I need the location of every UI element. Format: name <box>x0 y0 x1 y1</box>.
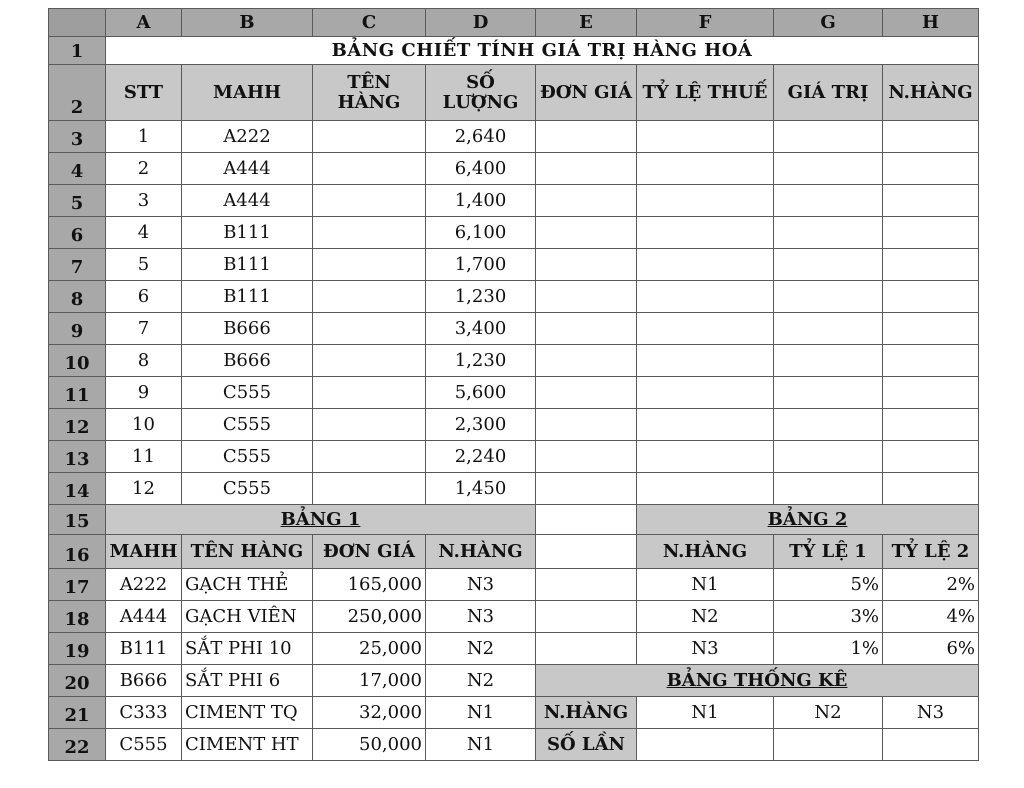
so-luong-cell[interactable]: 6,100 <box>426 217 536 249</box>
sheet-row-20 <box>49 665 979 697</box>
thong-ke-n-hang-value[interactable]: N3 <box>883 697 979 729</box>
gia-tri-cell[interactable] <box>774 249 883 281</box>
don-gia-cell[interactable] <box>536 313 637 345</box>
row-header-12[interactable]: 12 <box>49 409 106 441</box>
don-gia-cell[interactable] <box>536 185 637 217</box>
ten-hang-cell[interactable] <box>313 345 426 377</box>
so-luong-cell[interactable]: 2,640 <box>426 121 536 153</box>
ty-le-thue-cell[interactable] <box>637 249 774 281</box>
gia-tri-cell[interactable] <box>774 153 883 185</box>
n-hang-cell[interactable] <box>883 473 979 505</box>
don-gia-cell[interactable] <box>536 377 637 409</box>
gia-tri-cell[interactable] <box>774 121 883 153</box>
stt-cell[interactable]: 3 <box>106 185 182 217</box>
bang2-ty-le-1-cell[interactable]: 5% <box>774 569 883 601</box>
gia-tri-cell[interactable] <box>774 281 883 313</box>
row-header-15[interactable]: 15 <box>49 505 106 535</box>
ten-hang-cell[interactable] <box>313 441 426 473</box>
n-hang-cell[interactable] <box>883 249 979 281</box>
sheet-row-1 <box>49 37 979 65</box>
header-cell-stt[interactable]: STT <box>106 65 182 121</box>
ty-le-thue-cell[interactable] <box>637 313 774 345</box>
thong-ke-so-lan-cell[interactable] <box>774 729 883 761</box>
bang2-ty-le-2-cell[interactable]: 4% <box>883 601 979 633</box>
bang1-don-gia-cell[interactable]: 25,000 <box>313 633 426 665</box>
ty-le-thue-cell[interactable] <box>637 185 774 217</box>
mahh-cell[interactable]: B111 <box>182 217 313 249</box>
header-cell-mahh[interactable]: MAHH <box>182 65 313 121</box>
n-hang-cell[interactable] <box>883 409 979 441</box>
don-gia-cell[interactable] <box>536 473 637 505</box>
sheet-row-19 <box>49 633 979 665</box>
bang1-title[interactable]: BẢNG 1 <box>106 505 536 535</box>
ten-hang-cell[interactable] <box>313 185 426 217</box>
column-header-d[interactable]: D <box>426 9 536 37</box>
spreadsheet-grid <box>48 8 979 761</box>
sheet-row-15 <box>49 505 979 535</box>
don-gia-cell[interactable] <box>536 217 637 249</box>
row-header-13[interactable]: 13 <box>49 441 106 473</box>
mahh-cell[interactable]: A444 <box>182 153 313 185</box>
sheet-row-14 <box>49 473 979 505</box>
thong-ke-so-lan-cell[interactable] <box>637 729 774 761</box>
ten-hang-cell[interactable] <box>313 217 426 249</box>
bang1-mahh-cell[interactable]: A222 <box>106 569 182 601</box>
sheet-row-3 <box>49 121 979 153</box>
stt-cell[interactable]: 6 <box>106 281 182 313</box>
stt-cell[interactable]: 5 <box>106 249 182 281</box>
stt-cell[interactable]: 7 <box>106 313 182 345</box>
header-cell-ty-le-thue[interactable]: TỶ LỆ THUẾ <box>637 65 774 121</box>
mahh-cell[interactable]: C555 <box>182 409 313 441</box>
sheet-row-6 <box>49 217 979 249</box>
header-cell-don-gia[interactable]: ĐƠN GIÁ <box>536 65 637 121</box>
mahh-cell[interactable]: B666 <box>182 345 313 377</box>
sheet-row-8 <box>49 281 979 313</box>
n-hang-cell[interactable] <box>883 217 979 249</box>
sheet-row-4 <box>49 153 979 185</box>
sheet-row-13 <box>49 441 979 473</box>
bang1-n-hang-cell[interactable]: N2 <box>426 633 536 665</box>
ty-le-thue-cell[interactable] <box>637 281 774 313</box>
bang1-ten-hang-cell[interactable]: SẮT PHI 6 <box>182 665 313 697</box>
thong-ke-so-lan-label[interactable]: SỐ LẦN <box>536 729 637 761</box>
ty-le-thue-cell[interactable] <box>637 153 774 185</box>
n-hang-cell[interactable] <box>883 281 979 313</box>
don-gia-cell[interactable] <box>536 153 637 185</box>
gia-tri-cell[interactable] <box>774 345 883 377</box>
column-header-c[interactable]: C <box>313 9 426 37</box>
ten-hang-cell[interactable] <box>313 121 426 153</box>
bang2-ty-le-1-cell[interactable]: 3% <box>774 601 883 633</box>
mahh-cell[interactable]: B111 <box>182 281 313 313</box>
bang2-header-ty-le-1[interactable]: TỶ LỆ 1 <box>774 535 883 569</box>
thong-ke-n-hang-value[interactable]: N2 <box>774 697 883 729</box>
ten-hang-cell[interactable] <box>313 473 426 505</box>
bang1-mahh-cell[interactable]: B111 <box>106 633 182 665</box>
bang1-don-gia-cell[interactable]: 250,000 <box>313 601 426 633</box>
sheet-row-7 <box>49 249 979 281</box>
stt-cell[interactable]: 12 <box>106 473 182 505</box>
ty-le-thue-cell[interactable] <box>637 121 774 153</box>
bang1-n-hang-cell[interactable]: N1 <box>426 697 536 729</box>
so-luong-cell[interactable]: 1,700 <box>426 249 536 281</box>
bang1-n-hang-cell[interactable]: N1 <box>426 729 536 761</box>
bang1-ten-hang-cell[interactable]: GẠCH THẺ <box>182 569 313 601</box>
bang1-ten-hang-cell[interactable]: SẮT PHI 10 <box>182 633 313 665</box>
sheet-row-10 <box>49 345 979 377</box>
don-gia-cell[interactable] <box>536 409 637 441</box>
header-cell-n-hang[interactable]: N.HÀNG <box>883 65 979 121</box>
ten-hang-cell[interactable] <box>313 313 426 345</box>
n-hang-cell[interactable] <box>883 121 979 153</box>
so-luong-cell[interactable]: 1,450 <box>426 473 536 505</box>
column-header-a[interactable]: A <box>106 9 182 37</box>
stt-cell[interactable]: 1 <box>106 121 182 153</box>
select-all-corner[interactable] <box>49 9 106 37</box>
row-header-22[interactable]: 22 <box>49 729 106 761</box>
row-header-8[interactable]: 8 <box>49 281 106 313</box>
sheet-row-5 <box>49 185 979 217</box>
bang2-title[interactable]: BẢNG 2 <box>637 505 979 535</box>
gia-tri-cell[interactable] <box>774 217 883 249</box>
n-hang-cell[interactable] <box>883 313 979 345</box>
empty-cell[interactable] <box>536 601 637 633</box>
row-header-20[interactable]: 20 <box>49 665 106 697</box>
sheet-row-16 <box>49 535 979 569</box>
column-header-f[interactable]: F <box>637 9 774 37</box>
bang1-mahh-cell[interactable]: A444 <box>106 601 182 633</box>
ten-hang-cell[interactable] <box>313 377 426 409</box>
bang1-n-hang-cell[interactable]: N3 <box>426 569 536 601</box>
gia-tri-cell[interactable] <box>774 409 883 441</box>
column-header-e[interactable]: E <box>536 9 637 37</box>
don-gia-cell[interactable] <box>536 281 637 313</box>
thong-ke-n-hang-value[interactable]: N1 <box>637 697 774 729</box>
stt-cell[interactable]: 10 <box>106 409 182 441</box>
mahh-cell[interactable]: C555 <box>182 377 313 409</box>
column-header-h[interactable]: H <box>883 9 979 37</box>
bang1-header-mahh[interactable]: MAHH <box>106 535 182 569</box>
n-hang-cell[interactable] <box>883 185 979 217</box>
ten-hang-cell[interactable] <box>313 281 426 313</box>
thong-ke-title[interactable]: BẢNG THỐNG KÊ <box>536 665 979 697</box>
so-luong-cell[interactable]: 1,230 <box>426 345 536 377</box>
n-hang-cell[interactable] <box>883 345 979 377</box>
bang2-ty-le-1-cell[interactable]: 1% <box>774 633 883 665</box>
header-cell-ten-hang[interactable]: TÊN HÀNG <box>313 65 426 121</box>
don-gia-cell[interactable] <box>536 249 637 281</box>
ten-hang-cell[interactable] <box>313 153 426 185</box>
sheet-row-18 <box>49 601 979 633</box>
row-header-9[interactable]: 9 <box>49 313 106 345</box>
empty-cell[interactable] <box>536 505 637 535</box>
bang1-don-gia-cell[interactable]: 165,000 <box>313 569 426 601</box>
thong-ke-n-hang-label[interactable]: N.HÀNG <box>536 697 637 729</box>
ten-hang-cell[interactable] <box>313 409 426 441</box>
so-luong-cell[interactable]: 3,400 <box>426 313 536 345</box>
bang2-ty-le-2-cell[interactable]: 2% <box>883 569 979 601</box>
bang1-n-hang-cell[interactable]: N3 <box>426 601 536 633</box>
ty-le-thue-cell[interactable] <box>637 345 774 377</box>
empty-cell[interactable] <box>536 535 637 569</box>
gia-tri-cell[interactable] <box>774 313 883 345</box>
bang2-header-n-hang[interactable]: N.HÀNG <box>637 535 774 569</box>
bang1-mahh-cell[interactable]: C555 <box>106 729 182 761</box>
bang1-mahh-cell[interactable]: C333 <box>106 697 182 729</box>
bang1-header-n-hang[interactable]: N.HÀNG <box>426 535 536 569</box>
row-header-10[interactable]: 10 <box>49 345 106 377</box>
sheet-row-21 <box>49 697 979 729</box>
sheet-title-cell[interactable]: BẢNG CHIẾT TÍNH GIÁ TRỊ HÀNG HOÁ <box>106 37 979 65</box>
mahh-cell[interactable]: B666 <box>182 313 313 345</box>
row-header-18[interactable]: 18 <box>49 601 106 633</box>
sheet-row-9 <box>49 313 979 345</box>
so-luong-cell[interactable]: 5,600 <box>426 377 536 409</box>
bang1-ten-hang-cell[interactable]: GẠCH VIÊN <box>182 601 313 633</box>
row-header-19[interactable]: 19 <box>49 633 106 665</box>
row-header-1[interactable]: 1 <box>49 37 106 65</box>
empty-cell[interactable] <box>536 633 637 665</box>
bang1-n-hang-cell[interactable]: N2 <box>426 665 536 697</box>
ty-le-thue-cell[interactable] <box>637 441 774 473</box>
sheet-row-2 <box>49 65 979 121</box>
ten-hang-cell[interactable] <box>313 249 426 281</box>
bang1-don-gia-cell[interactable]: 50,000 <box>313 729 426 761</box>
don-gia-cell[interactable] <box>536 121 637 153</box>
sheet-row-11 <box>49 377 979 409</box>
mahh-cell[interactable]: C555 <box>182 473 313 505</box>
bang2-ty-le-2-cell[interactable]: 6% <box>883 633 979 665</box>
so-luong-cell[interactable]: 2,240 <box>426 441 536 473</box>
row-header-16[interactable]: 16 <box>49 535 106 569</box>
header-cell-gia-tri[interactable]: GIÁ TRỊ <box>774 65 883 121</box>
row-header-3[interactable]: 3 <box>49 121 106 153</box>
so-luong-cell[interactable]: 6,400 <box>426 153 536 185</box>
so-luong-cell[interactable]: 1,230 <box>426 281 536 313</box>
mahh-cell[interactable]: B111 <box>182 249 313 281</box>
row-header-14[interactable]: 14 <box>49 473 106 505</box>
column-header-g[interactable]: G <box>774 9 883 37</box>
stt-cell[interactable]: 9 <box>106 377 182 409</box>
don-gia-cell[interactable] <box>536 345 637 377</box>
empty-cell[interactable] <box>536 569 637 601</box>
stt-cell[interactable]: 11 <box>106 441 182 473</box>
row-header-11[interactable]: 11 <box>49 377 106 409</box>
bang2-n-hang-cell[interactable]: N3 <box>637 633 774 665</box>
row-header-21[interactable]: 21 <box>49 697 106 729</box>
row-header-4[interactable]: 4 <box>49 153 106 185</box>
stt-cell[interactable]: 8 <box>106 345 182 377</box>
n-hang-cell[interactable] <box>883 153 979 185</box>
row-header-5[interactable]: 5 <box>49 185 106 217</box>
column-header-b[interactable]: B <box>182 9 313 37</box>
thong-ke-so-lan-cell[interactable] <box>883 729 979 761</box>
so-luong-cell[interactable]: 1,400 <box>426 185 536 217</box>
ty-le-thue-cell[interactable] <box>637 217 774 249</box>
row-header-7[interactable]: 7 <box>49 249 106 281</box>
bang1-don-gia-cell[interactable]: 32,000 <box>313 697 426 729</box>
n-hang-cell[interactable] <box>883 377 979 409</box>
stt-cell[interactable]: 2 <box>106 153 182 185</box>
gia-tri-cell[interactable] <box>774 473 883 505</box>
row-header-6[interactable]: 6 <box>49 217 106 249</box>
bang1-don-gia-cell[interactable]: 17,000 <box>313 665 426 697</box>
bang1-mahh-cell[interactable]: B666 <box>106 665 182 697</box>
don-gia-cell[interactable] <box>536 441 637 473</box>
mahh-cell[interactable]: A222 <box>182 121 313 153</box>
ty-le-thue-cell[interactable] <box>637 409 774 441</box>
stt-cell[interactable]: 4 <box>106 217 182 249</box>
sheet-row-22 <box>49 729 979 761</box>
so-luong-cell[interactable]: 2,300 <box>426 409 536 441</box>
header-cell-so-luong[interactable]: SỐ LƯỢNG <box>426 65 536 121</box>
bang1-header-ten-hang[interactable]: TÊN HÀNG <box>182 535 313 569</box>
sheet-row-17 <box>49 569 979 601</box>
bang1-ten-hang-cell[interactable]: CIMENT TQ <box>182 697 313 729</box>
bang1-ten-hang-cell[interactable]: CIMENT HT <box>182 729 313 761</box>
ty-le-thue-cell[interactable] <box>637 473 774 505</box>
gia-tri-cell[interactable] <box>774 377 883 409</box>
gia-tri-cell[interactable] <box>774 185 883 217</box>
row-header-17[interactable]: 17 <box>49 569 106 601</box>
bang2-n-hang-cell[interactable]: N1 <box>637 569 774 601</box>
row-header-2[interactable]: 2 <box>49 65 106 121</box>
mahh-cell[interactable]: C555 <box>182 441 313 473</box>
bang2-n-hang-cell[interactable]: N2 <box>637 601 774 633</box>
gia-tri-cell[interactable] <box>774 441 883 473</box>
n-hang-cell[interactable] <box>883 441 979 473</box>
bang2-header-ty-le-2[interactable]: TỶ LỆ 2 <box>883 535 979 569</box>
bang1-header-don-gia[interactable]: ĐƠN GIÁ <box>313 535 426 569</box>
ty-le-thue-cell[interactable] <box>637 377 774 409</box>
sheet-row-12 <box>49 409 979 441</box>
mahh-cell[interactable]: A444 <box>182 185 313 217</box>
